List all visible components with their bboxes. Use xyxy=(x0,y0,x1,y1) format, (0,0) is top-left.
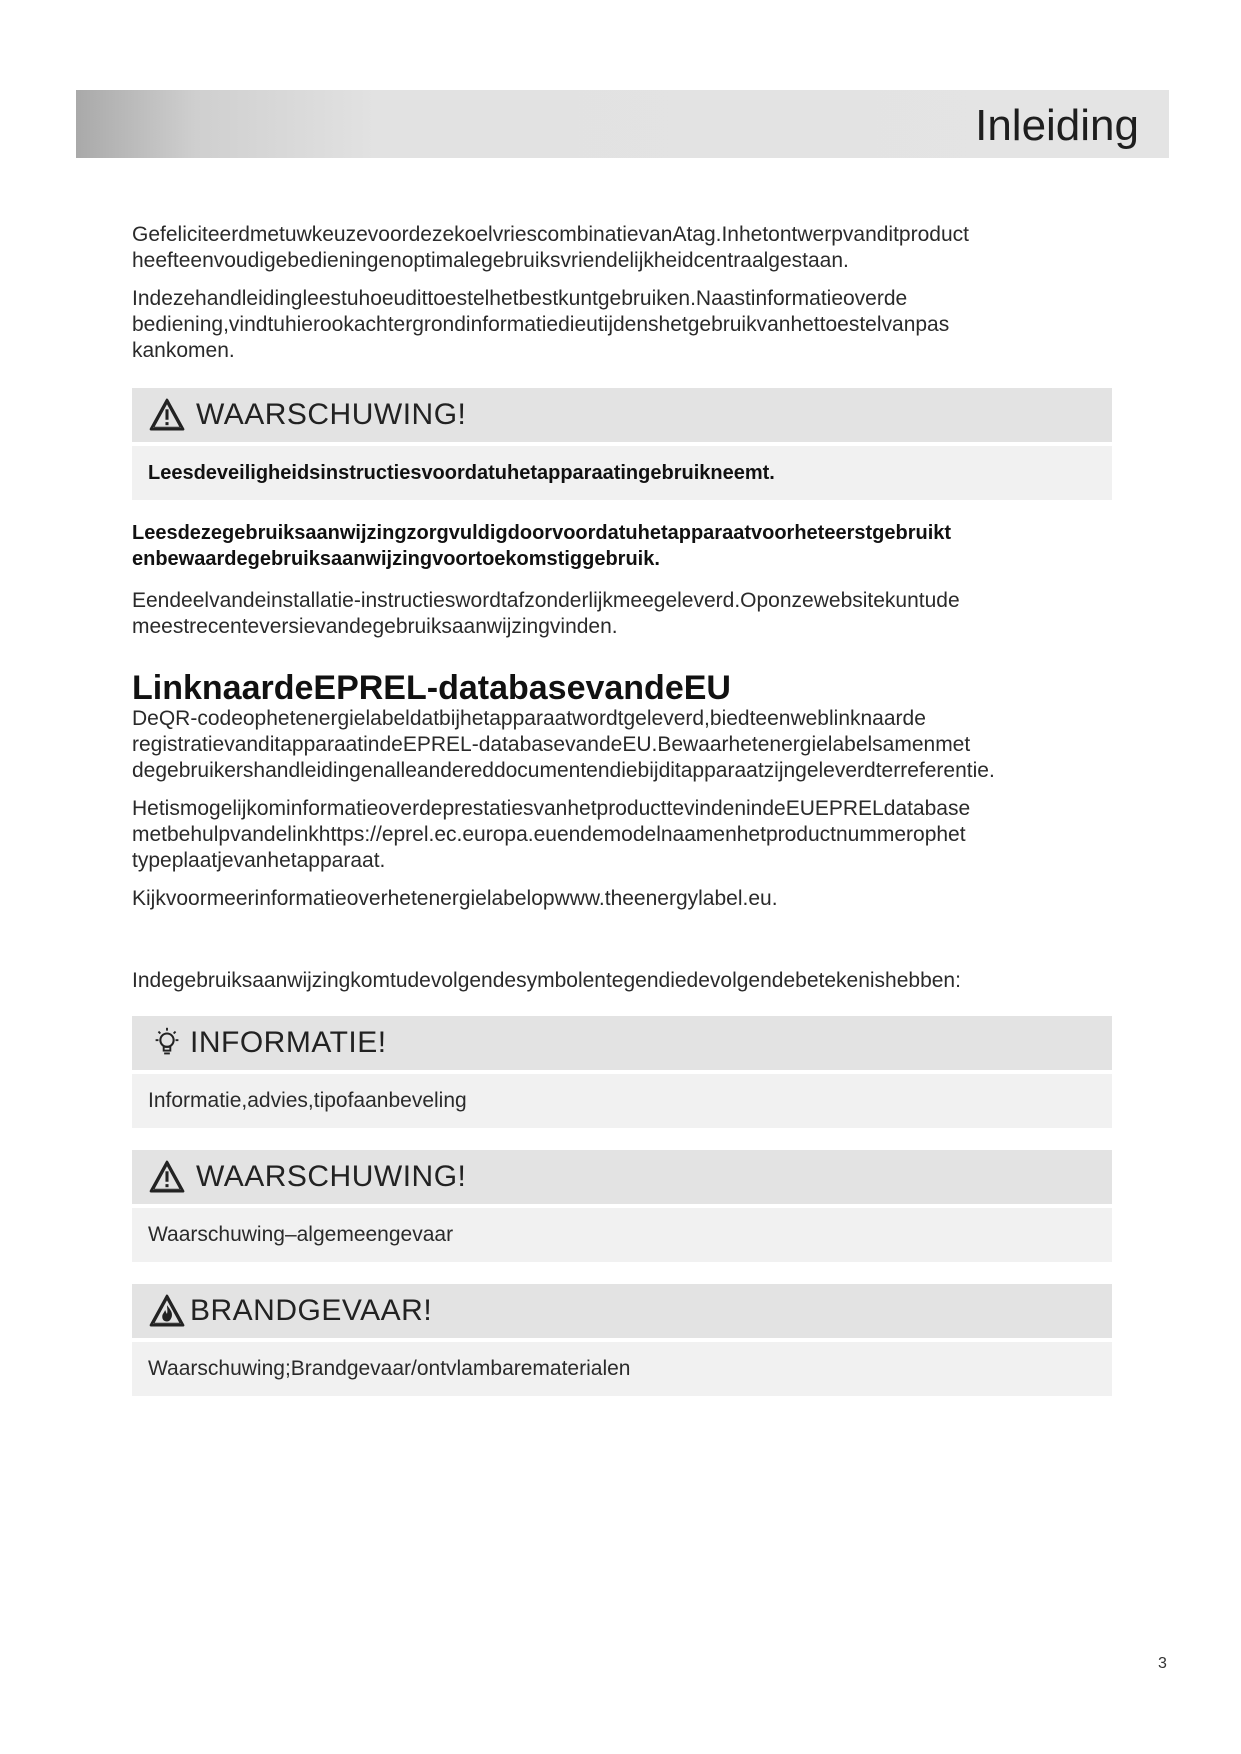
intro-p1-line-1: GefeliciteerdmetuwkeuzevoordezekoelvriescombinatievanAtag.Inhetontwerpvanditproduct xyxy=(132,223,969,246)
info-notice-header xyxy=(132,1016,1112,1070)
fire-hazard-header xyxy=(132,1284,1112,1338)
lightbulb-icon xyxy=(148,1024,186,1062)
main-content xyxy=(132,222,1112,1396)
info-notice-text: Informatie,advies,tipofaanbeveling xyxy=(148,1089,467,1112)
info-notice-title: INFORMATIE! xyxy=(190,1026,387,1059)
install-line-1: Eendeelvandeinstallatie-instructieswordtafzonderlijkmeegeleverd.Oponzewebsitekuntude xyxy=(132,589,960,612)
eprel-paragraph-3: Kijkvoormeerinformatieoverhetenergielabelopwww.theenergylabel.eu. xyxy=(132,887,778,910)
intro-p2-line-2: bediening,vindtuhierookachtergrondinformatiedieutijdenshetgebruikvanhettoestelvanpas xyxy=(132,313,950,336)
info-notice xyxy=(132,1016,1112,1128)
warning-triangle-icon xyxy=(148,396,186,434)
intro-p2-line-3: kankomen. xyxy=(132,339,235,362)
eprel-p1-line-3: degebruikershandleidingenalleandereddocumentendiebijditapparaatzijngeleverdterreferentie. xyxy=(132,759,995,782)
eprel-heading: LinknaardeEPREL-databasevandeEU xyxy=(132,669,731,707)
bold-reading-instruction xyxy=(132,520,1112,572)
warning-notice-text: Leesdeveiligheidsinstructiesvoordatuhetapparaatingebruikneemt. xyxy=(148,461,775,484)
info-notice-body xyxy=(132,1074,1112,1128)
symbols-intro: Indegebruiksaanwijzingkomtudevolgendesymbolentegendiedevolgendebetekenishebben: xyxy=(132,969,961,992)
bold-line-2: enbewaardegebruiksaanwijzingvoortoekomstiggebruik. xyxy=(132,548,660,570)
eprel-p1-line-2: registratievanditapparaatindeEPREL-databasevandeEU.Bewaarhetenergielabelsamenmet xyxy=(132,733,971,756)
page-title: Inleiding xyxy=(975,101,1139,150)
fire-hazard-title: BRANDGEVAAR! xyxy=(190,1294,433,1327)
eprel-p2-line-2: metbehulpvandelinkhttps://eprel.ec.europa.euendemodelnaamenhetproductnummerophet xyxy=(132,823,966,846)
bold-line-1: Leesdezegebruiksaanwijzingzorgvuldigdoorvoordatuhetapparaatvoorheteerstgebruikt xyxy=(132,522,952,544)
page-number: 3 xyxy=(1158,1655,1167,1672)
eprel-paragraph-2 xyxy=(132,796,1112,874)
general-warning-title: WAARSCHUWING! xyxy=(196,1160,467,1193)
fire-hazard-body xyxy=(132,1342,1112,1396)
eprel-paragraph-1 xyxy=(132,706,1112,784)
header-band xyxy=(76,90,1169,158)
intro-paragraph-1 xyxy=(132,222,1112,274)
warning-triangle-icon xyxy=(148,1158,186,1196)
general-warning-body xyxy=(132,1208,1112,1262)
fire-hazard-notice xyxy=(132,1284,1112,1396)
fire-hazard-icon xyxy=(148,1292,186,1330)
intro-paragraph-2 xyxy=(132,286,1112,364)
fire-hazard-text: Waarschuwing;Brandgevaar/ontvlambarematerialen xyxy=(148,1357,631,1380)
eprel-p2-line-3: typeplaatjevanhetapparaat. xyxy=(132,849,386,872)
eprel-p1-line-1: DeQR-codeophetenergielabeldatbijhetapparaatwordtgeleverd,biedteenweblinknaarde xyxy=(132,707,926,730)
installation-note xyxy=(132,588,1112,640)
warning-notice-title: WAARSCHUWING! xyxy=(196,398,467,431)
warning-notice-header xyxy=(132,388,1112,442)
warning-notice-body xyxy=(132,446,1112,500)
general-warning-notice xyxy=(132,1150,1112,1262)
intro-p2-line-1: Indezehandleidingleestuhoeudittoestelhetbestkuntgebruiken.Naastinformatieoverde xyxy=(132,287,908,310)
eprel-p2-line-1: HetismogelijkominformatieoverdeprestatiesvanhetproducttevindenindeEUEPRELdatabase xyxy=(132,797,971,820)
general-warning-header xyxy=(132,1150,1112,1204)
general-warning-text: Waarschuwing–algemeengevaar xyxy=(148,1223,454,1246)
intro-p1-line-2: heefteenvoudigebedieningenoptimalegebruiksvriendelijkheidcentraalgestaan. xyxy=(132,249,849,272)
install-line-2: meestrecenteversievandegebruiksaanwijzingvinden. xyxy=(132,615,618,638)
warning-notice-top xyxy=(132,388,1112,500)
